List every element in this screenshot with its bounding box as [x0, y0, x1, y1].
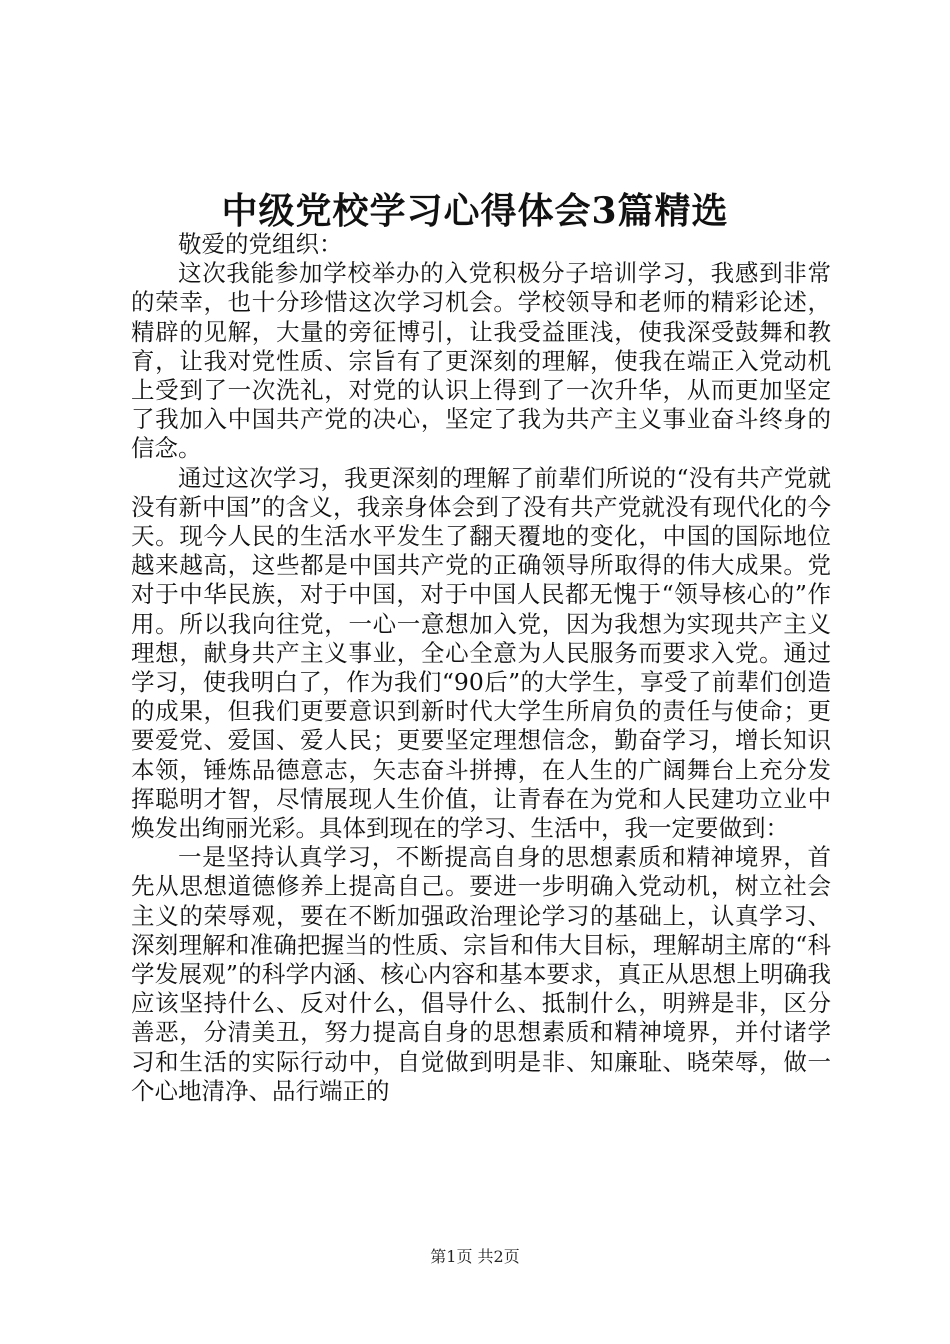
paragraph-3: 一是坚持认真学习，不断提高自身的思想素质和精神境界，首先从思想道德修养上提高自己。要进一步明确入党动机，树立社会主义的荣辱观，要在不断加强政治理论学习的基础上，认真学习、深刻理解和准确把握当的性质、宗旨和伟大目标，理解胡主席的“科学发展观”的科学内涵、核心内容和基本要求，真正从思想上明确我应该坚持什么、反对什么，倡导什么、抵制什么，明辨是非，区分善恶，分清美丑，努力提高自身的思想素质和精神境界，并付诸学习和生活的实际行动中，自觉做到明是非、知廉耻、晓荣辱，做一个心地清净、品行端正的 — [131, 843, 831, 1105]
paragraph-2: 通过这次学习，我更深刻的理解了前辈们所说的“没有共产党就没有新中国”的含义，我亲身体会到了没有共产党就没有现代化的今天。现今人民的生活水平发生了翻天覆地的变化，中国的国际地位越来越高，这些都是中国共产党的正确领导所取得的伟大成果。党对于中华民族，对于中国，对于中国人民都无愧于“领导核心的”作用。所以我向往党，一心一意想加入党，因为我想为实现共产主义理想，献身共产主义事业，全心全意为人民服务而要求入党。通过学习，使我明白了，作为我们“90后”的大学生，享受了前辈们创造的成果，但我们更要意识到新时代大学生所肩负的责任与使命；更要爱党、爱国、爱人民；更要坚定理想信念，勤奋学习，增长知识本领，锤炼品德意志，矢志奋斗拼搏，在人生的广阔舞台上充分发挥聪明才智，尽情展现人生价值，让青春在为党和人民建功立业中焕发出绚丽光彩。具体到现在的学习、生活中，我一定要做到： — [131, 463, 831, 843]
page-number-footer: 第1页 共2页 — [430, 1247, 520, 1266]
paragraph-1: 这次我能参加学校举办的入党积极分子培训学习，我感到非常的荣幸，也十分珍惜这次学习机会。学校领导和老师的精彩论述，精辟的见解，大量的旁征博引，让我受益匪浅，使我深受鼓舞和教育，让我对党性质、宗旨有了更深刻的理解，使我在端正入党动机上受到了一次洗礼，对党的认识上得到了一次升华，从而更加坚定了我加入中国共产党的决心，坚定了我为共产主义事业奋斗终身的信念。 — [131, 259, 831, 463]
document-body — [131, 230, 831, 1106]
salutation: 敬爱的党组织： — [178, 230, 343, 258]
document-title: 中级党校学习心得体会3篇精选 — [221, 190, 729, 232]
